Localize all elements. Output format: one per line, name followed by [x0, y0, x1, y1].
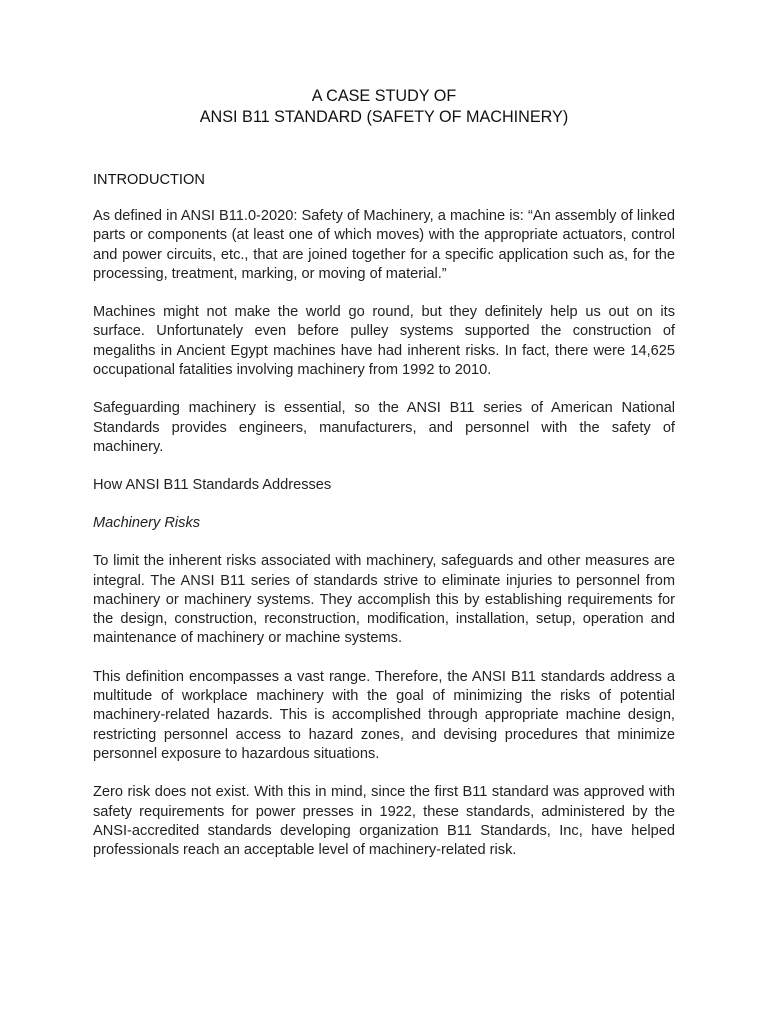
title-line-1: A CASE STUDY OF — [311, 87, 457, 105]
title-line-2: ANSI B11 STANDARD (SAFETY OF MACHINERY) — [199, 108, 569, 126]
machinery-risks-heading: Machinery Risks — [93, 515, 201, 532]
paragraph-machine-definition: As defined in ANSI B11.0-2020: Safety of Machinery, a machine is: “An assembly of linked parts or components (at least one of which moves) with the appropriate actuators, control and power circuits, etc., that are joined together for a specific application such as, for the processing, treatment, marking, or moving of material.” — [93, 208, 675, 282]
paragraph-safeguarding: Safeguarding machinery is essential, so the ANSI B11 series of American National Standards provides engineers, manufacturers, and personnel with the safety of machinery. — [93, 400, 675, 455]
document-title — [93, 86, 675, 128]
introduction-heading: INTRODUCTION — [93, 172, 205, 188]
paragraph-machine-history: Machines might not make the world go round, but they definitely help us out on its surface. Unfortunately even before pulley systems supported the construction of megaliths in Ancient Egypt machines have had inherent risks. In fact, there were 14,625 occupational fatalities involving machinery from 1992 to 2010. — [93, 304, 675, 379]
how-standards-heading: How ANSI B11 Standards Addresses — [93, 477, 332, 494]
paragraph-zero-risk: Zero risk does not exist. With this in mind, since the first B11 standard was approved with safety requirements for power presses in 1922, these standards, administered by the ANSI-accredited standards developing organization B11 Standards, Inc, have helped professionals reach an acceptable level of machinery-related risk. — [93, 784, 675, 859]
document-page — [93, 86, 675, 860]
paragraph-definition-range: This definition encompasses a vast range. Therefore, the ANSI B11 standards address a multitude of workplace machinery with the goal of minimizing the risks of potential machinery-related hazards. This is accomplished through appropriate machine design, restricting personnel access to hazard zones, and devising procedures that minimize personnel exposure to hazardous situations. — [93, 668, 675, 762]
paragraph-limit-risks: To limit the inherent risks associated with machinery, safeguards and other measures are integral. The ANSI B11 series of standards strive to eliminate injuries to personnel from machinery or machinery systems. They accomplish this by establishing requirements for the design, construction, reconstruction, modification, installation, setup, operation and maintenance of machinery or machine systems. — [93, 553, 675, 647]
